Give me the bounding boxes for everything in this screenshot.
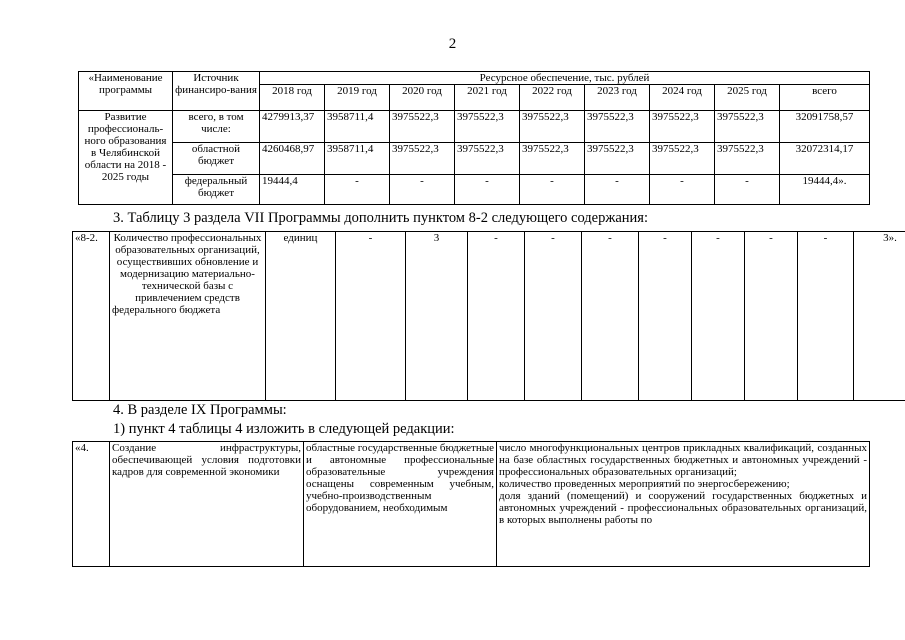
header-program-name: «Наименование программы bbox=[79, 72, 173, 111]
value-cell: 3958711,4 bbox=[325, 111, 390, 143]
header-year: 2020 год bbox=[390, 85, 455, 111]
value-cell: - bbox=[336, 232, 406, 401]
resource-table bbox=[78, 71, 870, 205]
indicator-line: количество проведенных мероприятий по энергосбережению; bbox=[499, 478, 790, 490]
value-cell: 3975522,3 bbox=[650, 111, 715, 143]
header-year: 2022 год bbox=[520, 85, 585, 111]
value-cell: - bbox=[692, 232, 745, 401]
item-1-heading: 1) пункт 4 таблицы 4 изложить в следующей редакции: bbox=[113, 421, 455, 437]
source-cell: всего, в том числе: bbox=[173, 111, 260, 143]
header-year: 2024 год bbox=[650, 85, 715, 111]
value-cell: - bbox=[325, 175, 390, 205]
value-cell: 3975522,3 bbox=[520, 111, 585, 143]
value-cell: 3975522,3 bbox=[715, 111, 780, 143]
value-cell: 3975522,3 bbox=[455, 143, 520, 175]
indicator-table bbox=[72, 231, 905, 401]
total-cell: 19444,4». bbox=[780, 175, 870, 205]
source-cell: федеральный бюджет bbox=[173, 175, 260, 205]
total-cell: 32072314,17 bbox=[780, 143, 870, 175]
total-cell: 3». bbox=[854, 232, 905, 401]
value-cell: 3 bbox=[406, 232, 468, 401]
value-cell: 3975522,3 bbox=[585, 111, 650, 143]
header-resources: Ресурсное обеспечение, тыс. рублей bbox=[260, 72, 870, 85]
value-cell: - bbox=[455, 175, 520, 205]
value-cell: 3975522,3 bbox=[585, 143, 650, 175]
value-cell: 4279913,37 bbox=[260, 111, 325, 143]
header-year: 2019 год bbox=[325, 85, 390, 111]
value-cell: 3975522,3 bbox=[390, 111, 455, 143]
value-cell: - bbox=[585, 175, 650, 205]
activity-cell: Создание инфраструктуры, обеспечивающей условия подготовки кадров для современной экономики bbox=[110, 442, 304, 567]
value-cell: 3975522,3 bbox=[715, 143, 780, 175]
total-cell: 32091758,57 bbox=[780, 111, 870, 143]
section-3-heading: 3. Таблицу 3 раздела VII Программы дополнить пунктом 8-2 следующего содержания: bbox=[113, 210, 649, 226]
item-number: «4. bbox=[73, 442, 110, 567]
header-year: 2021 год bbox=[455, 85, 520, 111]
measures-table bbox=[72, 441, 870, 567]
value-cell: - bbox=[582, 232, 639, 401]
indicator-line: доля зданий (помещений) и сооружений государственных бюджетных и автономных учреждений - профессиональных образовательных организаций, в которых выполнены работы по bbox=[499, 490, 867, 526]
executors-cell: областные государственные бюджетные и автономные профессиональные образовательные учреждения оснащены современным учебным, учебно-производственным оборудованием, необходимым bbox=[304, 442, 497, 567]
value-cell: - bbox=[639, 232, 692, 401]
value-cell: 3975522,3 bbox=[390, 143, 455, 175]
header-year: 2025 год bbox=[715, 85, 780, 111]
value-cell: - bbox=[520, 175, 585, 205]
value-cell: - bbox=[468, 232, 525, 401]
value-cell: - bbox=[650, 175, 715, 205]
value-cell: - bbox=[390, 175, 455, 205]
item-number: «8-2. bbox=[73, 232, 110, 401]
section-4-heading: 4. В разделе IX Программы: bbox=[113, 402, 287, 418]
program-name-cell: Развитие профессиональ-ного образования в Челябинской области на 2018 - 2025 годы bbox=[79, 111, 173, 205]
value-cell: - bbox=[715, 175, 780, 205]
value-cell: 4260468,97 bbox=[260, 143, 325, 175]
header-year: 2023 год bbox=[585, 85, 650, 111]
value-cell: 3958711,4 bbox=[325, 143, 390, 175]
value-cell: - bbox=[745, 232, 798, 401]
page-number: 2 bbox=[448, 36, 457, 52]
header-total: всего bbox=[780, 85, 870, 111]
value-cell: 3975522,3 bbox=[455, 111, 520, 143]
header-source: Источник финансиро-вания bbox=[173, 72, 260, 111]
value-cell: 3975522,3 bbox=[650, 143, 715, 175]
unit-cell: единиц bbox=[266, 232, 336, 401]
indicators-cell bbox=[497, 442, 870, 567]
value-cell: - bbox=[525, 232, 582, 401]
source-cell: областной бюджет bbox=[173, 143, 260, 175]
indicator-line: число многофункциональных центров прикладных квалификаций, созданных на базе областных государственных бюджетных и автономных учреждений - профессиональных образовательных организаций; bbox=[499, 442, 867, 478]
value-cell: 3975522,3 bbox=[520, 143, 585, 175]
indicator-name: Количество профессиональных образовательных организаций, осуществивших обновление и модернизацию материально-технической базы с привлечением средств федерального бюджета bbox=[110, 232, 266, 401]
value-cell: - bbox=[798, 232, 854, 401]
header-year: 2018 год bbox=[260, 85, 325, 111]
value-cell: 19444,4 bbox=[260, 175, 325, 205]
